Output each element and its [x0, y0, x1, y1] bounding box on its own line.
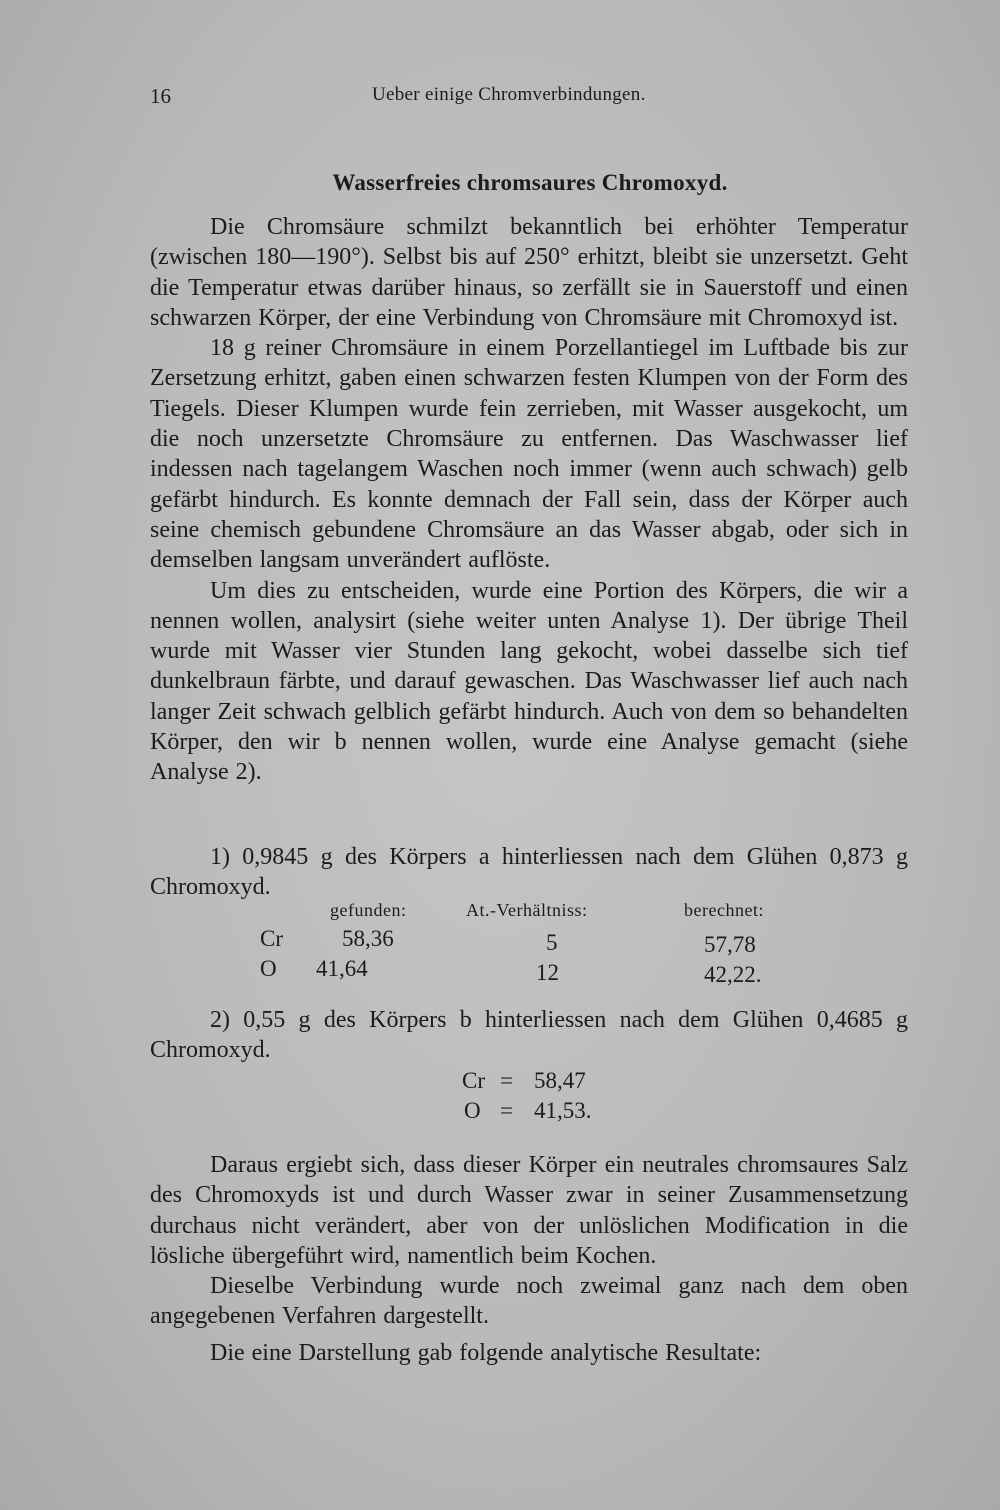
table-cell: 5: [546, 930, 558, 955]
table-cell: O: [260, 956, 277, 981]
table-cell: O: [464, 1098, 481, 1123]
table-cell: Cr: [462, 1068, 485, 1093]
table-cell: 41,53.: [534, 1098, 592, 1123]
table-cell: =: [500, 1098, 513, 1123]
paragraph: 18 g reiner Chromsäure in einem Porzellantiegel im Luftbade bis zur Zersetzung erhitzt, gaben einen schwarzen festen Klumpen von der Form des Tiegels. Dieser Klumpen wurde fein zerrieben, mit Wasser ausgekocht, um die noch unzersetzte Chromsäure zu entfernen. Das Waschwasser lief indessen nach tagelangem Waschen noch immer (wenn auch schwach) gelb gefärbt hindurch. Es konnte demnach der Fall sein, dass der Körper auch seine chemisch gebundene Chromsäure an das Wasser abgab, oder sich in demselben langsam unverändert auflöste.: [150, 335, 908, 574]
running-title: Ueber einige Chromverbindungen.: [372, 84, 646, 105]
analysis-2-table: [150, 1068, 910, 1138]
table-cell: =: [500, 1068, 513, 1093]
page-number: 16: [150, 84, 171, 108]
table-cell: Cr: [260, 926, 283, 951]
analysis-1-table: [150, 900, 910, 1000]
table-cell: 41,64: [316, 956, 368, 981]
paragraph: Dieselbe Verbindung wurde noch zweimal ganz nach dem oben angegebenen Verfahren dargestellt.: [150, 1273, 908, 1330]
column-header: gefunden:: [330, 900, 407, 920]
page-header: [150, 84, 910, 114]
paragraph: Daraus ergiebt sich, dass dieser Körper ein neutrales chromsaures Salz des Chromoxyds ist und durch Wasser zwar in seiner Zusammensetzung durchaus nicht verändert, aber von der unlöslichen Modification in die lösliche übergeführt wird, namentlich beim Kochen.: [150, 1152, 908, 1269]
section-title: Wasserfreies chromsaures Chromoxyd.: [332, 170, 728, 195]
paragraph: Die eine Darstellung gab folgende analytische Resultate:: [210, 1339, 762, 1366]
body-text-bottom: [150, 1150, 908, 1368]
body-text-top: [150, 212, 908, 788]
paragraph: Um dies zu entscheiden, wurde eine Portion des Körpers, die wir a nennen wollen, analysirt (siehe weiter unten Analyse 1). Der übrige Theil wurde mit Wasser vier Stunden lang gekocht, wobei dasselbe sich tief dunkelbraun färbte, und darauf gewaschen. Das Waschwasser lief auch nach langer Zeit schwach gelblich gefärbt hindurch. Auch von dem so behandelten Körper, den wir b nennen wollen, wurde eine Analyse gemacht (siehe Analyse 2).: [150, 577, 908, 786]
table-cell: 58,47: [534, 1068, 586, 1093]
analysis-2-text: [150, 1005, 908, 1066]
paragraph: Die Chromsäure schmilzt bekanntlich bei erhöhter Temperatur (zwischen 180—190°). Selbst bis auf 250° erhitzt, bleibt sie unzersetzt. Geht die Temperatur etwas darüber hinaus, so zerfällt sie in Sauerstoff und einen schwarzen Körper, der eine Verbindung von Chromsäure mit Chromoxyd ist.: [150, 214, 908, 331]
table-cell: 42,22.: [704, 962, 762, 987]
table-cell: 58,36: [342, 926, 394, 951]
paragraph: 2) 0,55 g des Körpers b hinterliessen nach dem Glühen 0,4685 g Chromoxyd.: [150, 1007, 908, 1064]
table-cell: 12: [536, 960, 559, 985]
paragraph: 1) 0,9845 g des Körpers a hinterliessen nach dem Glühen 0,873 g Chromoxyd.: [150, 844, 908, 901]
table-cell: 57,78: [704, 932, 756, 957]
column-header: berechnet:: [684, 900, 764, 920]
column-header: At.-Verhältniss:: [466, 900, 588, 920]
analysis-1-text: [150, 842, 908, 903]
